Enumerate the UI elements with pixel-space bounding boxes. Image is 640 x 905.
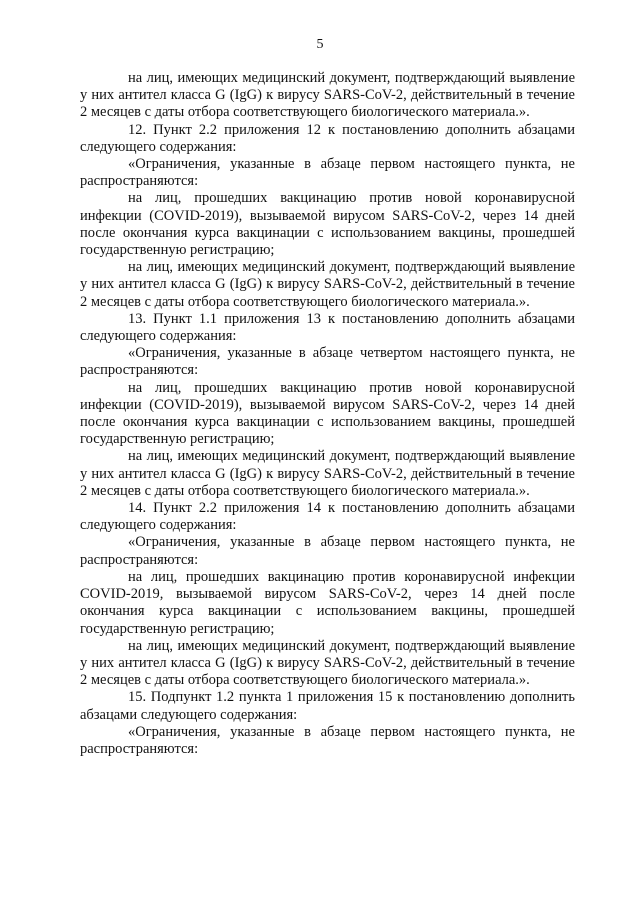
paragraph: на лиц, имеющих медицинский документ, подтверждающий выявление у них антител класса G (IgG) к вирусу SARS-CoV-2, действительный в течение 2 месяцев с даты отбора соответствующего биологического материала.». bbox=[80, 637, 575, 689]
document-body bbox=[80, 70, 575, 758]
paragraph: на лиц, имеющих медицинский документ, подтверждающий выявление у них антител класса G (IgG) к вирусу SARS-CoV-2, действительный в течение 2 месяцев с даты отбора соответствующего биологического материала.». bbox=[80, 259, 575, 310]
paragraph: «Ограничения, указанные в абзаце первом настоящего пункта, не распространяются: bbox=[80, 156, 575, 190]
paragraph: на лиц, имеющих медицинский документ, подтверждающий выявление у них антител класса G (IgG) к вирусу SARS-CoV-2, действительный в течение 2 месяцев с даты отбора соответствующего биологического материала.». bbox=[80, 70, 575, 121]
paragraph: 13. Пункт 1.1 приложения 13 к постановлению дополнить абзацами следующего содержания: bbox=[80, 310, 575, 345]
paragraph: 14. Пункт 2.2 приложения 14 к постановлению дополнить абзацами следующего содержания: bbox=[80, 500, 575, 534]
paragraph: 12. Пункт 2.2 приложения 12 к постановлению дополнить абзацами следующего содержания: bbox=[80, 121, 575, 155]
paragraph: «Ограничения, указанные в абзаце первом настоящего пункта, не распространяются: bbox=[80, 723, 575, 757]
paragraph: на лиц, имеющих медицинский документ, подтверждающий выявление у них антител класса G (IgG) к вирусу SARS-CoV-2, действительный в течение 2 месяцев с даты отбора соответствующего биологического материала.». bbox=[80, 448, 575, 499]
paragraph: «Ограничения, указанные в абзаце первом настоящего пункта, не распространяются: bbox=[80, 534, 575, 568]
paragraph: на лиц, прошедших вакцинацию против новой коронавирусной инфекции (COVID-2019), вызываемой вирусом SARS-CoV-2, через 14 дней после окончания курса вакцинации с использованием вакцины, прошедшей государственную регистрацию; bbox=[80, 379, 575, 448]
page-number: 5 bbox=[316, 37, 324, 52]
paragraph: 15. Подпункт 1.2 пункта 1 приложения 15 к постановлению дополнить абзацами следующего содержания: bbox=[80, 689, 575, 723]
paragraph: на лиц, прошедших вакцинацию против новой коронавирусной инфекции (COVID-2019), вызываемой вирусом SARS-CoV-2, через 14 дней после окончания курса вакцинации с использованием вакцины, прошедшей государственную регистрацию; bbox=[80, 190, 575, 259]
paragraph: «Ограничения, указанные в абзаце четвертом настоящего пункта, не распространяются: bbox=[80, 345, 575, 379]
paragraph: на лиц, прошедших вакцинацию против коронавирусной инфекции COVID-2019, вызываемой вирусом SARS-CoV-2, через 14 дней после окончания курса вакцинации с использованием вакцины, прошедшей государственную регистрацию; bbox=[80, 568, 575, 637]
